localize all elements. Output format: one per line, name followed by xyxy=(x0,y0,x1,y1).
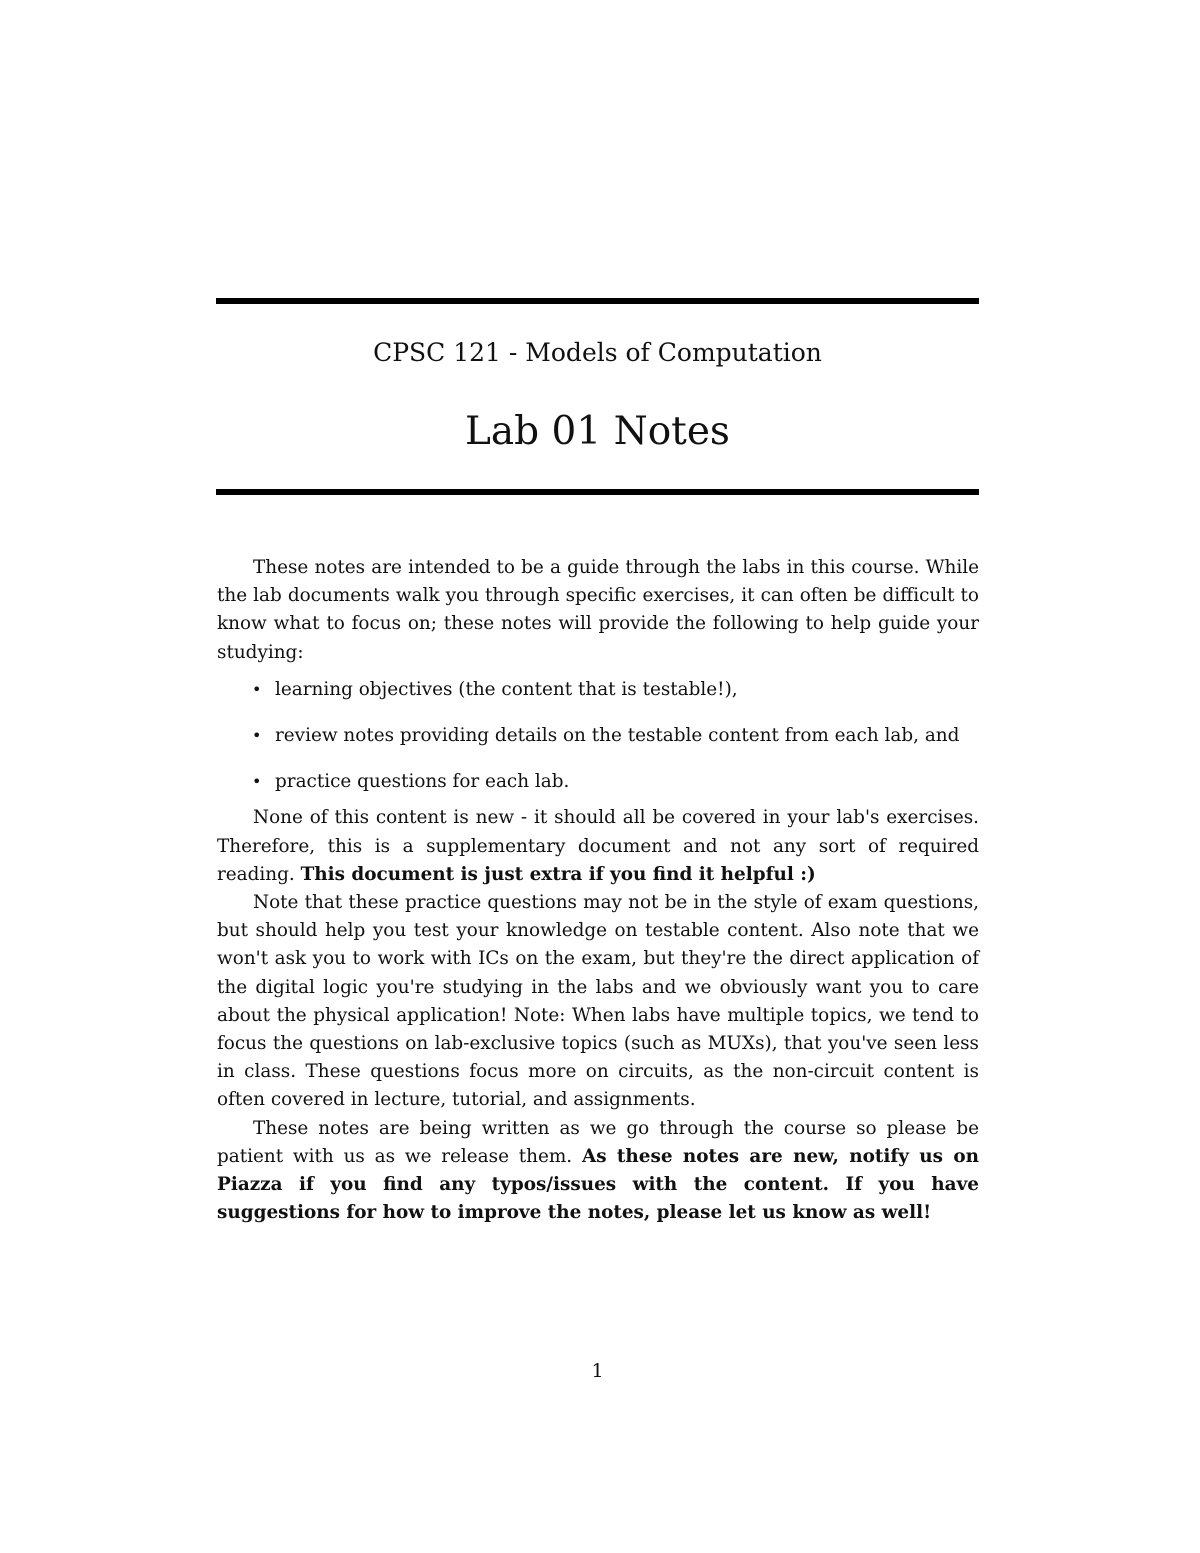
title-rule-bottom xyxy=(216,489,979,495)
practice-questions-paragraph xyxy=(217,889,979,1115)
list-item xyxy=(217,768,979,796)
practice-questions-text: Note that these practice questions may not be in the style of exam questions, but should help you test your knowledge on testable content. Also note that we won't ask you to work with ICs on the exam, but they're the direct application of the digital logic you're studying in the labs and we obviously want you to care about the physical application! Note: When labs have multiple topics, we tend to focus the questions on lab-exclusive topics (such as MUXs), that you've seen less in class. These questions focus more on circuits, as the non-circuit content is often covered in lecture, tutorial, and assignments. xyxy=(217,892,979,1111)
list-item xyxy=(217,676,979,704)
page-title: Lab 01 Notes xyxy=(465,409,730,454)
title-rule-top xyxy=(216,298,979,304)
course-title: CPSC 121 - Models of Computation xyxy=(373,338,822,367)
bullet-icon: • xyxy=(252,726,262,746)
intro-paragraph-text: These notes are intended to be a guide through the labs in this course. While the lab documents walk you through specific exercises, it can often be difficult to know what to focus on; these notes will provide the following to help guide your studying: xyxy=(217,557,979,663)
bullet-icon: • xyxy=(252,772,262,792)
supplementary-bold-text: This document is just extra if you find it helpful :) xyxy=(300,863,816,885)
list-item-text: learning objectives (the content that is testable!), xyxy=(275,678,738,700)
bullet-icon: • xyxy=(252,679,262,699)
list-item xyxy=(217,722,979,750)
feedback-text: These notes are being written as we go through the course so please be patient with us as we release them. xyxy=(217,1117,979,1167)
guide-list xyxy=(217,676,979,797)
feedback-bold-text: As these notes are new, notify us on Piazza if you find any typos/issues with the content. If you have suggestions for how to improve the notes, please let us know as well! xyxy=(217,1145,980,1224)
page-number: 1 xyxy=(591,1360,604,1382)
supplementary-text: None of this content is new - it should all be covered in your lab's exercises. Therefore, this is a supplementary document and not any sort of required reading. xyxy=(217,807,979,885)
intro-paragraph xyxy=(217,554,979,667)
document-body xyxy=(217,554,979,1227)
supplementary-paragraph xyxy=(217,804,979,889)
list-item-text: review notes providing details on the testable content from each lab, and xyxy=(275,725,960,747)
feedback-paragraph xyxy=(217,1115,979,1228)
list-item-text: practice questions for each lab. xyxy=(275,771,570,793)
